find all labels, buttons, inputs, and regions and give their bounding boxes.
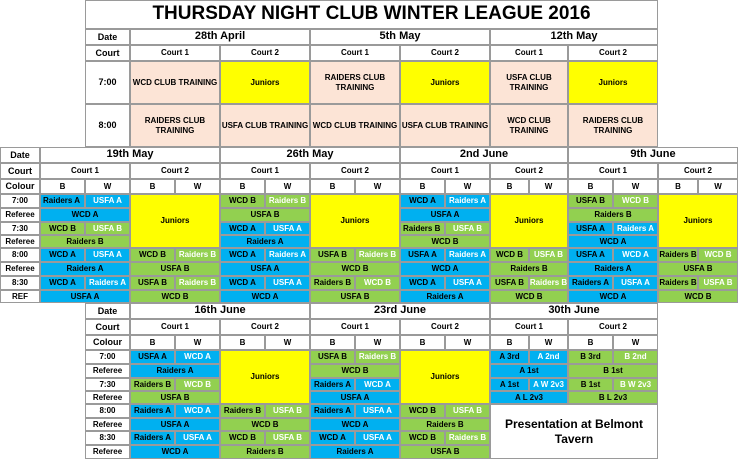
cell[interactable]: W bbox=[529, 335, 568, 350]
cell[interactable]: B bbox=[130, 335, 175, 350]
cell[interactable]: 16th June bbox=[130, 303, 310, 319]
cell[interactable]: Raiders B bbox=[130, 378, 175, 391]
cell[interactable]: B W 2v3 bbox=[613, 378, 658, 391]
cell[interactable]: Raiders A bbox=[85, 276, 130, 290]
cell[interactable]: Referee bbox=[85, 391, 130, 404]
cell[interactable]: Referee bbox=[85, 364, 130, 378]
cell[interactable]: A L 2v3 bbox=[490, 391, 568, 404]
cell[interactable]: W bbox=[529, 179, 568, 194]
cell[interactable]: W bbox=[445, 335, 490, 350]
cell[interactable]: WCD B bbox=[400, 404, 445, 418]
cell[interactable]: USFA B bbox=[529, 248, 568, 262]
cell[interactable]: 7:00 bbox=[85, 350, 130, 364]
cell[interactable]: USFA B bbox=[130, 391, 220, 404]
cell[interactable]: 12th May bbox=[490, 29, 658, 45]
cell[interactable]: USFA B bbox=[310, 248, 355, 262]
cell[interactable]: B 1st bbox=[568, 378, 613, 391]
cell[interactable]: WCD A bbox=[220, 248, 265, 262]
cell[interactable]: Raiders B bbox=[40, 235, 130, 248]
cell[interactable]: Raiders B bbox=[445, 431, 490, 445]
cell[interactable]: Raiders B bbox=[265, 194, 310, 208]
cell[interactable]: Court 2 bbox=[220, 45, 310, 61]
cell[interactable]: 8:00 bbox=[85, 104, 130, 147]
cell[interactable]: Juniors bbox=[220, 61, 310, 104]
cell[interactable]: USFA A bbox=[568, 248, 613, 262]
cell[interactable]: WCD B bbox=[490, 248, 529, 262]
cell[interactable]: Raiders B bbox=[310, 276, 355, 290]
cell[interactable]: WCD B bbox=[355, 276, 400, 290]
cell[interactable]: 2nd June bbox=[400, 147, 568, 163]
cell[interactable]: WCD A bbox=[613, 248, 658, 262]
cell[interactable]: Raiders B bbox=[568, 208, 658, 222]
cell[interactable]: B bbox=[568, 179, 613, 194]
cell[interactable]: 7:30 bbox=[85, 378, 130, 391]
cell[interactable]: Raiders A bbox=[310, 378, 355, 391]
cell[interactable]: Court 1 bbox=[310, 319, 400, 335]
cell[interactable]: A W 2v3 bbox=[529, 378, 568, 391]
cell[interactable]: Referee bbox=[0, 262, 40, 276]
cell[interactable]: WCD CLUB TRAINING bbox=[130, 61, 220, 104]
cell[interactable]: Court 1 bbox=[490, 319, 568, 335]
cell[interactable]: 7:00 bbox=[85, 61, 130, 104]
cell[interactable]: Raiders A bbox=[310, 445, 400, 459]
cell[interactable]: Raiders A bbox=[265, 248, 310, 262]
cell[interactable]: B bbox=[220, 335, 265, 350]
cell[interactable]: Court 1 bbox=[490, 45, 568, 61]
cell[interactable]: Raiders A bbox=[568, 276, 613, 290]
cell[interactable]: Raiders A bbox=[568, 262, 658, 276]
cell[interactable]: USFA A bbox=[85, 248, 130, 262]
cell[interactable]: Juniors bbox=[310, 194, 400, 248]
cell[interactable]: WCD A bbox=[175, 404, 220, 418]
cell[interactable]: Date bbox=[85, 303, 130, 319]
cell[interactable]: WCD A bbox=[400, 276, 445, 290]
cell[interactable]: W bbox=[175, 335, 220, 350]
cell[interactable]: W bbox=[175, 179, 220, 194]
cell[interactable]: Raiders B bbox=[175, 276, 220, 290]
cell[interactable]: Raiders B bbox=[529, 276, 568, 290]
cell[interactable]: W bbox=[613, 335, 658, 350]
cell[interactable]: Juniors bbox=[220, 350, 310, 404]
cell[interactable]: WCD A bbox=[175, 350, 220, 364]
cell[interactable]: Raiders B bbox=[355, 350, 400, 364]
cell[interactable]: Court 1 bbox=[310, 45, 400, 61]
cell[interactable]: USFA A bbox=[445, 276, 490, 290]
cell[interactable]: USFA B bbox=[310, 290, 400, 303]
cell[interactable]: Juniors bbox=[568, 61, 658, 104]
cell[interactable]: USFA A bbox=[40, 290, 130, 303]
cell[interactable]: A 2nd bbox=[529, 350, 568, 364]
cell[interactable]: W bbox=[85, 179, 130, 194]
cell[interactable]: Date bbox=[0, 147, 40, 163]
cell[interactable]: USFA B bbox=[445, 222, 490, 235]
cell[interactable]: WCD A bbox=[310, 431, 355, 445]
cell[interactable]: WCD CLUB TRAINING bbox=[310, 104, 400, 147]
cell[interactable]: WCD A bbox=[40, 276, 85, 290]
cell[interactable]: Raiders A bbox=[220, 235, 310, 248]
cell[interactable]: Raiders A bbox=[310, 404, 355, 418]
cell[interactable]: WCD B bbox=[658, 290, 738, 303]
cell[interactable]: Referee bbox=[0, 235, 40, 248]
cell[interactable]: WCD A bbox=[568, 235, 658, 248]
cell[interactable]: WCD B bbox=[613, 194, 658, 208]
cell[interactable]: USFA A bbox=[400, 248, 445, 262]
cell[interactable]: USFA B bbox=[220, 208, 310, 222]
cell[interactable]: USFA A bbox=[568, 222, 613, 235]
cell[interactable]: USFA B bbox=[490, 276, 529, 290]
cell[interactable]: USFA B bbox=[265, 431, 310, 445]
cell[interactable]: W bbox=[613, 179, 658, 194]
cell[interactable]: B 3rd bbox=[568, 350, 613, 364]
cell[interactable]: WCD B bbox=[400, 431, 445, 445]
cell[interactable]: Court 1 bbox=[130, 319, 220, 335]
cell[interactable]: 9th June bbox=[568, 147, 738, 163]
cell[interactable]: USFA B bbox=[400, 445, 490, 459]
cell[interactable]: Court 2 bbox=[130, 163, 220, 179]
cell[interactable]: Colour bbox=[0, 179, 40, 194]
cell[interactable]: RAIDERS CLUB TRAINING bbox=[568, 104, 658, 147]
cell[interactable]: W bbox=[355, 335, 400, 350]
cell[interactable]: USFA A bbox=[130, 418, 220, 431]
cell[interactable]: 23rd June bbox=[310, 303, 490, 319]
cell[interactable]: WCD CLUB TRAINING bbox=[490, 104, 568, 147]
cell[interactable]: USFA B bbox=[445, 404, 490, 418]
cell[interactable]: Presentation at Belmont Tavern bbox=[490, 404, 658, 459]
cell[interactable]: W bbox=[698, 179, 738, 194]
cell[interactable]: Court bbox=[85, 319, 130, 335]
cell[interactable]: Referee bbox=[85, 418, 130, 431]
cell[interactable]: B bbox=[490, 179, 529, 194]
cell[interactable]: WCD B bbox=[40, 222, 85, 235]
cell[interactable]: 5th May bbox=[310, 29, 490, 45]
cell[interactable]: USFA B bbox=[85, 222, 130, 235]
cell[interactable]: WCD A bbox=[355, 378, 400, 391]
cell[interactable]: Court 2 bbox=[400, 45, 490, 61]
cell[interactable]: B bbox=[310, 179, 355, 194]
cell[interactable]: B bbox=[130, 179, 175, 194]
cell[interactable]: USFA CLUB TRAINING bbox=[490, 61, 568, 104]
cell[interactable]: A 3rd bbox=[490, 350, 529, 364]
cell[interactable]: B bbox=[400, 179, 445, 194]
cell[interactable]: USFA B bbox=[658, 262, 738, 276]
cell[interactable]: USFA A bbox=[265, 276, 310, 290]
cell[interactable]: Court 2 bbox=[658, 163, 738, 179]
cell[interactable]: 8:00 bbox=[0, 248, 40, 262]
cell[interactable]: USFA A bbox=[355, 431, 400, 445]
cell[interactable]: Raiders B bbox=[175, 248, 220, 262]
cell[interactable]: Raiders B bbox=[658, 276, 698, 290]
cell[interactable]: USFA A bbox=[130, 350, 175, 364]
cell[interactable]: REF bbox=[0, 290, 40, 303]
cell[interactable]: B bbox=[40, 179, 85, 194]
cell[interactable]: WCD A bbox=[568, 290, 658, 303]
cell[interactable]: USFA B bbox=[698, 276, 738, 290]
cell[interactable]: USFA A bbox=[175, 431, 220, 445]
cell[interactable]: Raiders B bbox=[220, 404, 265, 418]
cell[interactable]: WCD A bbox=[220, 222, 265, 235]
cell[interactable]: Juniors bbox=[400, 350, 490, 404]
cell[interactable]: WCD B bbox=[310, 262, 400, 276]
cell[interactable]: Raiders A bbox=[130, 404, 175, 418]
cell[interactable]: Court 2 bbox=[220, 319, 310, 335]
cell[interactable]: 7:00 bbox=[0, 194, 40, 208]
cell[interactable]: WCD B bbox=[175, 378, 220, 391]
cell[interactable]: WCD A bbox=[400, 194, 445, 208]
cell[interactable]: USFA A bbox=[355, 404, 400, 418]
cell[interactable]: Raiders B bbox=[220, 445, 310, 459]
cell[interactable]: WCD A bbox=[310, 418, 400, 431]
cell[interactable]: Court 1 bbox=[130, 45, 220, 61]
cell[interactable]: Juniors bbox=[130, 194, 220, 248]
cell[interactable]: Date bbox=[85, 29, 130, 45]
cell[interactable]: WCD B bbox=[220, 431, 265, 445]
cell[interactable]: A 1st bbox=[490, 378, 529, 391]
cell[interactable]: Court 2 bbox=[400, 319, 490, 335]
cell[interactable]: USFA B bbox=[130, 262, 220, 276]
cell[interactable]: Raiders A bbox=[40, 194, 85, 208]
cell[interactable]: Raiders A bbox=[400, 290, 490, 303]
cell[interactable]: USFA CLUB TRAINING bbox=[400, 104, 490, 147]
cell[interactable]: Court 1 bbox=[220, 163, 310, 179]
cell[interactable]: Raiders A bbox=[445, 248, 490, 262]
cell[interactable]: Court 1 bbox=[40, 163, 130, 179]
cell[interactable]: USFA A bbox=[400, 208, 490, 222]
cell[interactable]: W bbox=[445, 179, 490, 194]
cell[interactable]: B 1st bbox=[568, 364, 658, 378]
cell[interactable]: 8:00 bbox=[85, 404, 130, 418]
cell[interactable]: USFA CLUB TRAINING bbox=[220, 104, 310, 147]
cell[interactable]: USFA A bbox=[310, 391, 400, 404]
cell[interactable]: Juniors bbox=[400, 61, 490, 104]
cell[interactable]: WCD B bbox=[698, 248, 738, 262]
cell[interactable]: Juniors bbox=[658, 194, 738, 248]
cell[interactable]: Raiders A bbox=[130, 431, 175, 445]
cell[interactable]: B bbox=[400, 335, 445, 350]
cell[interactable]: Raiders A bbox=[445, 194, 490, 208]
cell[interactable]: USFA A bbox=[613, 276, 658, 290]
cell[interactable]: WCD A bbox=[130, 445, 220, 459]
cell[interactable]: WCD B bbox=[130, 290, 220, 303]
cell[interactable]: Court bbox=[85, 45, 130, 61]
cell[interactable]: Raiders B bbox=[400, 222, 445, 235]
cell[interactable]: Raiders A bbox=[130, 364, 220, 378]
cell[interactable]: A 1st bbox=[490, 364, 568, 378]
cell[interactable]: 8:30 bbox=[0, 276, 40, 290]
cell[interactable]: 7:30 bbox=[0, 222, 40, 235]
cell[interactable]: W bbox=[355, 179, 400, 194]
cell[interactable]: Court bbox=[0, 163, 40, 179]
cell[interactable]: WCD B bbox=[220, 418, 310, 431]
cell[interactable]: Court 1 bbox=[400, 163, 490, 179]
cell[interactable]: Court 2 bbox=[568, 319, 658, 335]
cell[interactable]: B 2nd bbox=[613, 350, 658, 364]
cell[interactable]: Juniors bbox=[490, 194, 568, 248]
cell[interactable]: USFA B bbox=[265, 404, 310, 418]
cell[interactable]: B bbox=[490, 335, 529, 350]
cell[interactable]: B L 2v3 bbox=[568, 391, 658, 404]
cell[interactable]: USFA B bbox=[310, 350, 355, 364]
cell[interactable]: W bbox=[265, 335, 310, 350]
cell[interactable]: WCD A bbox=[40, 248, 85, 262]
cell[interactable]: Court 2 bbox=[568, 45, 658, 61]
cell[interactable]: Referee bbox=[85, 445, 130, 459]
cell[interactable]: Court 2 bbox=[490, 163, 568, 179]
cell[interactable]: B bbox=[658, 179, 698, 194]
cell[interactable]: USFA A bbox=[265, 222, 310, 235]
cell[interactable]: USFA B bbox=[568, 194, 613, 208]
cell[interactable]: 30th June bbox=[490, 303, 658, 319]
cell[interactable]: Raiders A bbox=[40, 262, 130, 276]
cell[interactable]: WCD B bbox=[490, 290, 568, 303]
cell[interactable]: Raiders B bbox=[400, 418, 490, 431]
cell[interactable]: WCD A bbox=[220, 276, 265, 290]
cell[interactable]: 26th May bbox=[220, 147, 400, 163]
cell[interactable]: USFA B bbox=[130, 276, 175, 290]
cell[interactable]: W bbox=[265, 179, 310, 194]
cell[interactable]: B bbox=[220, 179, 265, 194]
cell[interactable]: Raiders B bbox=[355, 248, 400, 262]
cell[interactable]: WCD B bbox=[130, 248, 175, 262]
cell[interactable]: Court 1 bbox=[568, 163, 658, 179]
cell[interactable]: Court 2 bbox=[310, 163, 400, 179]
cell[interactable]: WCD B bbox=[310, 364, 400, 378]
cell[interactable]: B bbox=[568, 335, 613, 350]
cell[interactable]: 28th April bbox=[130, 29, 310, 45]
cell[interactable]: USFA A bbox=[85, 194, 130, 208]
cell[interactable]: Raiders B bbox=[490, 262, 568, 276]
cell[interactable]: WCD A bbox=[400, 262, 490, 276]
cell[interactable]: Raiders B bbox=[658, 248, 698, 262]
cell[interactable]: WCD A bbox=[40, 208, 130, 222]
cell[interactable]: USFA A bbox=[220, 262, 310, 276]
cell[interactable]: Colour bbox=[85, 335, 130, 350]
cell[interactable]: WCD B bbox=[220, 194, 265, 208]
cell[interactable]: RAIDERS CLUB TRAINING bbox=[130, 104, 220, 147]
cell[interactable]: B bbox=[310, 335, 355, 350]
cell[interactable]: 8:30 bbox=[85, 431, 130, 445]
cell[interactable]: 19th May bbox=[40, 147, 220, 163]
cell[interactable]: WCD B bbox=[400, 235, 490, 248]
page-title: THURSDAY NIGHT CLUB WINTER LEAGUE 2016 bbox=[85, 0, 658, 29]
cell[interactable]: WCD A bbox=[220, 290, 310, 303]
cell[interactable]: Referee bbox=[0, 208, 40, 222]
cell[interactable]: RAIDERS CLUB TRAINING bbox=[310, 61, 400, 104]
cell[interactable]: Raiders A bbox=[613, 222, 658, 235]
